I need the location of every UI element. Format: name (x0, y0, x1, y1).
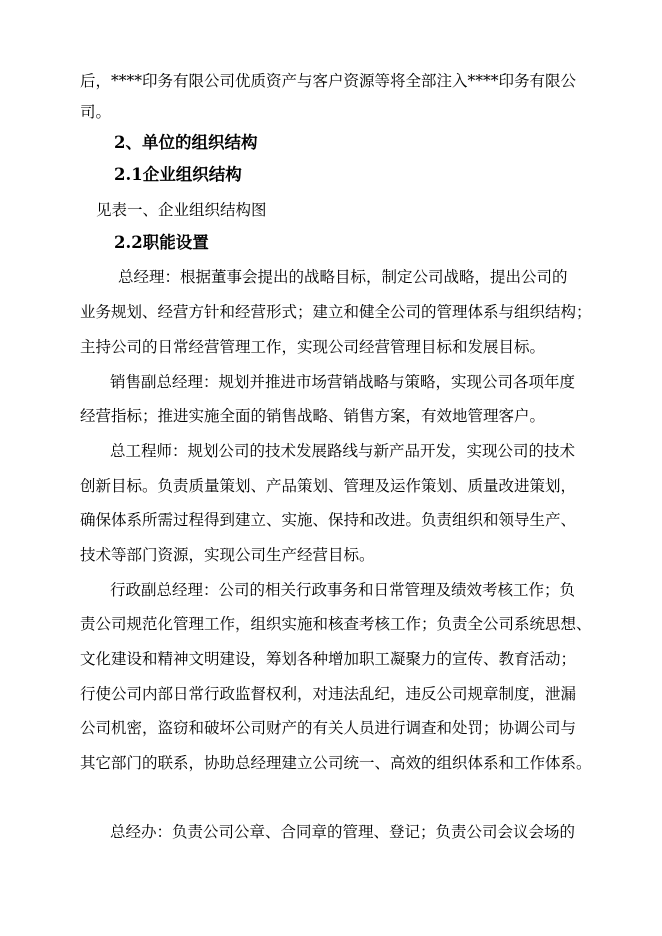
admin-vp-line-3: 文化建设和精神文明建设，筹划各种增加职工凝聚力的宣传、教育活动； (80, 650, 577, 668)
admin-vp-line-4: 行使公司内部日常行政监督权利，对违法乱纪，违反公司规章制度，泄漏 (80, 685, 577, 703)
paragraph-intro-line-1: 后，****印务有限公司优质资产与客户资源等将全部注入****印务有限公 (80, 72, 577, 90)
chief-engineer-line-2: 创新目标。负责质量策划、产品策划、管理及运作策划、质量改进策划， (80, 477, 577, 495)
section-2-1-heading: 2.1企业组织结构 (114, 165, 242, 184)
chief-engineer-line-4: 技术等部门资源，实现公司生产经营目标。 (80, 546, 375, 564)
paragraph-intro-line-2: 司。 (80, 103, 112, 121)
chief-engineer-line-1: 总工程师：规划公司的技术发展路线与新产品开发，实现公司的技术 (110, 442, 576, 460)
section-2-2-heading: 2.2职能设置 (114, 233, 209, 252)
sales-vp-line-1: 销售副总经理：规划并推进市场营销战略与策略，实现公司各项年度 (110, 373, 576, 391)
admin-vp-line-2: 责公司规范化管理工作，组织实施和核查考核工作；负责全公司系统思想、 (80, 615, 592, 633)
section-2-1-text: 见表一、企业组织结构图 (96, 201, 267, 219)
general-manager-line-1: 总经理：根据董事会提出的战略目标，制定公司战略，提出公司的 (118, 268, 568, 286)
admin-vp-line-6: 其它部门的联系，协助总经理建立公司统一、高效的组织体系和工作体系。 (80, 754, 592, 772)
sales-vp-line-2: 经营指标；推进实施全面的销售战略、销售方案，有效地管理客户。 (80, 407, 546, 425)
admin-vp-line-1: 行政副总经理：公司的相关行政事务和日常管理及绩效考核工作；负 (110, 581, 576, 599)
section-2-heading: 2、单位的组织结构 (114, 133, 258, 152)
admin-vp-line-5: 公司机密，盗窃和破坏公司财产的有关人员进行调查和处罚；协调公司与 (80, 719, 577, 737)
chief-engineer-line-3: 确保体系所需过程得到建立、实施、保持和改进。负责组织和领导生产、 (80, 511, 577, 529)
general-manager-line-3: 主持公司的日常经营管理工作，实现公司经营管理目标和发展目标。 (80, 338, 546, 356)
general-manager-line-2: 业务规划、经营方针和经营形式；建立和健全公司的管理体系与组织结构； (80, 303, 592, 321)
general-office-line-1: 总经办：负责公司公章、合同章的管理、登记；负责公司会议会场的 (110, 823, 576, 841)
